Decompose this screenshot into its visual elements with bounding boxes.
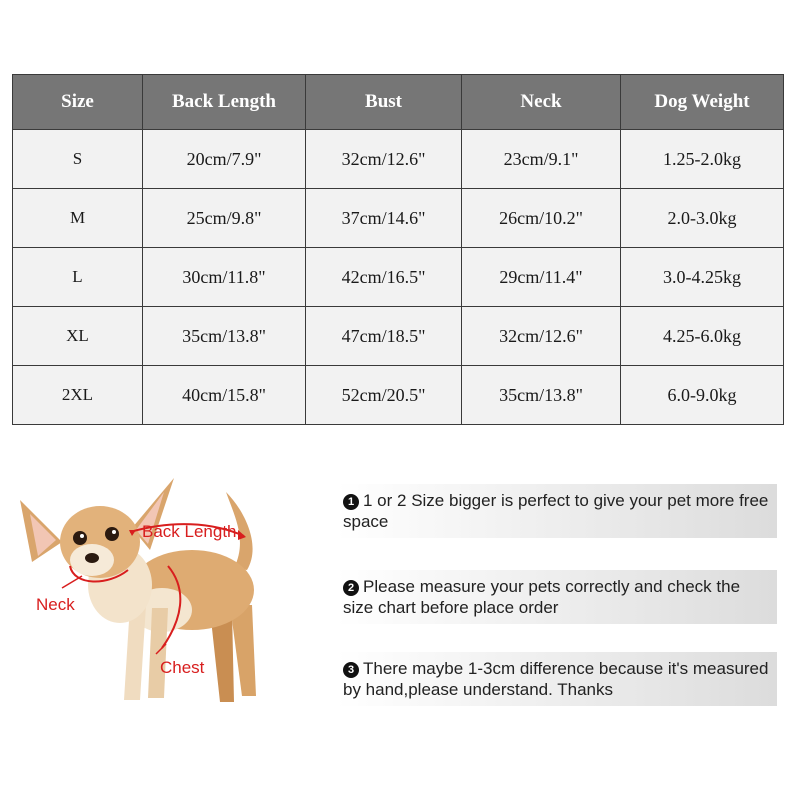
cell-neck: 35cm/13.8"	[462, 366, 621, 425]
note-text: There maybe 1-3cm difference because it's measured by hand,please understand. Thanks	[343, 659, 769, 699]
neck-label: Neck	[36, 595, 75, 614]
header-bust: Bust	[306, 75, 462, 130]
cell-bust: 47cm/18.5"	[306, 307, 462, 366]
table-row	[13, 366, 784, 425]
cell-bust: 42cm/16.5"	[306, 248, 462, 307]
cell-back-length: 30cm/11.8"	[143, 248, 306, 307]
number-one-icon: 1	[343, 494, 359, 510]
cell-dog-weight: 6.0-9.0kg	[621, 366, 784, 425]
note-difference	[337, 652, 777, 706]
cell-size: S	[13, 130, 143, 189]
table-row	[13, 189, 784, 248]
table-header-row	[13, 75, 784, 130]
cell-bust: 37cm/14.6"	[306, 189, 462, 248]
chest-label: Chest	[160, 658, 205, 677]
cell-dog-weight: 2.0-3.0kg	[621, 189, 784, 248]
header-neck: Neck	[462, 75, 621, 130]
number-two-icon: 2	[343, 580, 359, 596]
cell-bust: 52cm/20.5"	[306, 366, 462, 425]
header-size: Size	[13, 75, 143, 130]
cell-back-length: 20cm/7.9"	[143, 130, 306, 189]
cell-bust: 32cm/12.6"	[306, 130, 462, 189]
cell-size: L	[13, 248, 143, 307]
cell-back-length: 40cm/15.8"	[143, 366, 306, 425]
size-chart-table	[12, 74, 784, 425]
back-length-label: Back Length	[142, 522, 237, 541]
cell-neck: 32cm/12.6"	[462, 307, 621, 366]
cell-size: M	[13, 189, 143, 248]
header-dog-weight: Dog Weight	[621, 75, 784, 130]
cell-back-length: 35cm/13.8"	[143, 307, 306, 366]
cell-dog-weight: 3.0-4.25kg	[621, 248, 784, 307]
note-text: 1 or 2 Size bigger is perfect to give your pet more free space	[343, 491, 769, 531]
note-measure-correctly	[337, 570, 777, 624]
note-size-bigger	[337, 484, 777, 538]
number-three-icon: 3	[343, 662, 359, 678]
header-back-length: Back Length	[143, 75, 306, 130]
cell-size: XL	[13, 307, 143, 366]
cell-neck: 29cm/11.4"	[462, 248, 621, 307]
cell-size: 2XL	[13, 366, 143, 425]
cell-neck: 26cm/10.2"	[462, 189, 621, 248]
cell-dog-weight: 1.25-2.0kg	[621, 130, 784, 189]
cell-back-length: 25cm/9.8"	[143, 189, 306, 248]
note-text: Please measure your pets correctly and check the size chart before place order	[343, 577, 741, 617]
dog-measurement-illustration	[12, 470, 312, 720]
table-row	[13, 248, 784, 307]
table-row	[13, 307, 784, 366]
cell-dog-weight: 4.25-6.0kg	[621, 307, 784, 366]
table-row	[13, 130, 784, 189]
cell-neck: 23cm/9.1"	[462, 130, 621, 189]
